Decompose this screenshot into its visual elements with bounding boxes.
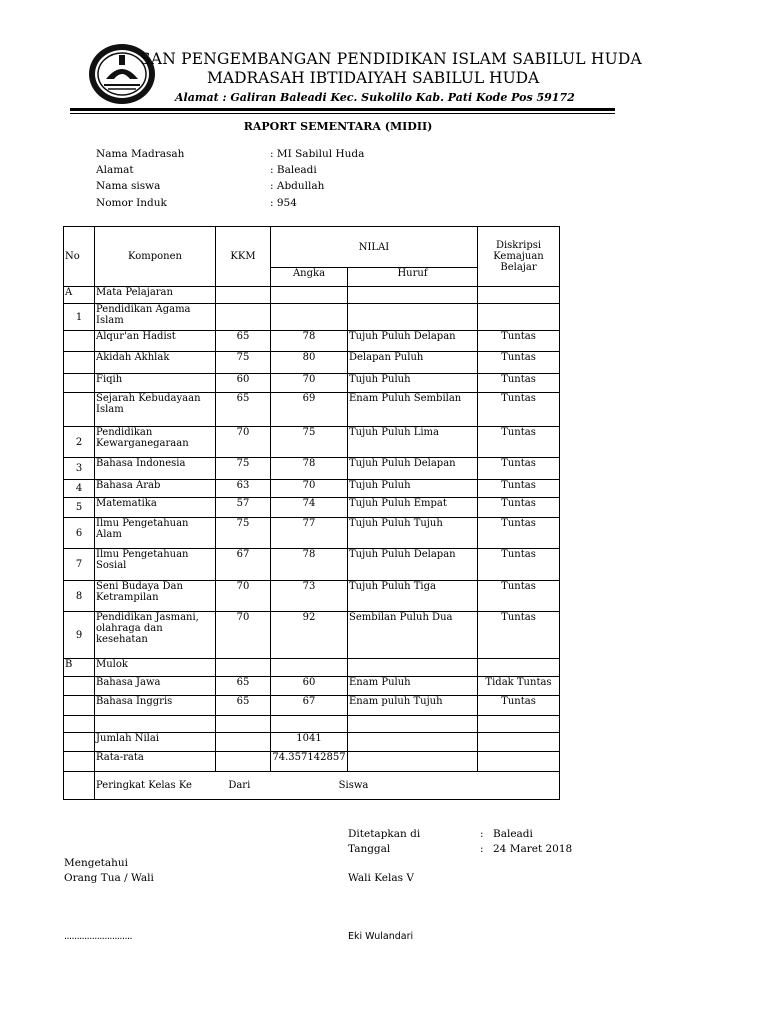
row-kkm: 70 [216,581,271,612]
row-no: 9 [64,612,95,659]
row-komponen: Bahasa Arab [95,480,216,498]
row-komponen: Pendidikan Agama Islam [95,304,216,331]
row-deskripsi: Tidak Tuntas [478,677,560,696]
row-angka [271,659,348,677]
peringkat-label: Peringkat Kelas Ke [96,780,192,791]
row-kkm: 65 [216,696,271,716]
row-komponen: Ilmu Pengetahuan Alam [95,518,216,549]
row-angka: 92 [271,612,348,659]
table-row [64,498,560,518]
row-huruf [348,752,478,772]
row-angka: 1041 [271,733,348,752]
row-huruf: Tujuh Puluh Delapan [348,331,478,352]
row-angka: 70 [271,374,348,393]
row-kkm: 60 [216,374,271,393]
table-row [64,427,560,458]
table-row [64,480,560,498]
table-row-peringkat [64,772,560,800]
row-no: B [64,659,95,677]
row-deskripsi [478,659,560,677]
row-kkm [216,287,271,304]
row-huruf: Tujuh Puluh Tiga [348,581,478,612]
header-huruf: Huruf [348,268,478,287]
mengetahui-label: Mengetahui [64,857,129,869]
row-komponen: Mata Pelajaran [95,287,216,304]
row-no [64,696,95,716]
row-angka: 74.357142857 [271,752,348,772]
parent-signature-line: ........................... [64,931,133,942]
table-row [64,696,560,716]
info-label-alamat: Alamat [96,164,134,176]
row-huruf: Sembilan Puluh Dua [348,612,478,659]
row-angka: 70 [271,480,348,498]
row-deskripsi: Tuntas [478,374,560,393]
info-label-nomor-induk: Nomor Induk [96,197,167,209]
row-komponen: Seni Budaya Dan Ketrampilan [95,581,216,612]
row-deskripsi: Tuntas [478,581,560,612]
row-no [64,352,95,374]
row-no [64,374,95,393]
row-deskripsi: Tuntas [478,696,560,716]
row-komponen: Pendidikan Jasmani, olahraga dan kesehatan [95,612,216,659]
row-no [64,752,95,772]
row-deskripsi: Tuntas [478,331,560,352]
row-angka: 77 [271,518,348,549]
row-huruf: Tujuh Puluh Empat [348,498,478,518]
row-kkm: 70 [216,427,271,458]
row-angka: 78 [271,331,348,352]
table-row [64,549,560,581]
row-kkm [216,752,271,772]
table-row [64,304,560,331]
table-row [64,733,560,752]
row-no: A [64,287,95,304]
row-angka: 60 [271,677,348,696]
row-no: 8 [64,581,95,612]
row-huruf [348,304,478,331]
row-deskripsi: Tuntas [478,427,560,458]
row-angka: 75 [271,427,348,458]
header-address: Alamat : Galiran Baleadi Kec. Sukolilo Kab. Pati Kode Pos 59172 [175,91,575,104]
info-value-madrasah: : MI Sabilul Huda [270,148,365,160]
row-deskripsi [478,752,560,772]
table-row [64,458,560,480]
peringkat-siswa: Siswa [338,780,369,791]
row-huruf: Tujuh Puluh [348,480,478,498]
row-kkm: 75 [216,458,271,480]
row-komponen: Matematika [95,498,216,518]
row-angka [271,304,348,331]
ditetapkan-colon: : [480,828,484,840]
table-row [64,581,560,612]
row-angka [271,287,348,304]
row-komponen: Bahasa Inggris [95,696,216,716]
table-row [64,352,560,374]
row-komponen: Alqur'an Hadist [95,331,216,352]
header-divider-thick [70,108,615,111]
row-komponen: Jumlah Nilai [95,733,216,752]
table-row [64,716,560,733]
row-no: 2 [64,427,95,458]
table-row [64,752,560,772]
info-label-madrasah: Nama Madrasah [96,148,185,160]
row-no [64,677,95,696]
row-deskripsi: Tuntas [478,498,560,518]
table-row [64,393,560,427]
ditetapkan-value: Baleadi [493,828,533,840]
row-kkm [216,304,271,331]
table-row [64,374,560,393]
row-no: 7 [64,549,95,581]
row-deskripsi [478,287,560,304]
row-kkm: 75 [216,518,271,549]
row-komponen: Bahasa Jawa [95,677,216,696]
row-kkm: 75 [216,352,271,374]
header-komponen: Komponen [95,227,216,287]
row-huruf: Delapan Puluh [348,352,478,374]
row-huruf: Tujuh Puluh [348,374,478,393]
row-angka: 69 [271,393,348,427]
row-angka: 73 [271,581,348,612]
row-komponen: Ilmu Pengetahuan Sosial [95,549,216,581]
peringkat-dari: Dari [228,780,251,791]
row-komponen: Akidah Akhlak [95,352,216,374]
row-huruf [348,733,478,752]
row-komponen: Sejarah Kebudayaan Islam [95,393,216,427]
row-huruf: Tujuh Puluh Delapan [348,458,478,480]
document-title: RAPORT SEMENTARA (MIDII) [243,120,433,133]
tanggal-value: 24 Maret 2018 [493,843,573,855]
row-kkm [216,716,271,733]
orang-tua-label: Orang Tua / Wali [64,872,154,884]
row-angka: 80 [271,352,348,374]
row-no: 6 [64,518,95,549]
table-row [64,659,560,677]
info-value-nomor-induk: : 954 [270,197,297,209]
wali-kelas-name: Eki Wulandari [348,931,414,942]
header-divider-thin [70,113,615,114]
row-angka: 67 [271,696,348,716]
row-deskripsi: Tuntas [478,518,560,549]
row-huruf: Tujuh Puluh Lima [348,427,478,458]
info-value-siswa: : Abdullah [270,180,325,192]
row-kkm: 70 [216,612,271,659]
row-angka: 78 [271,549,348,581]
row-huruf: Tujuh Puluh Delapan [348,549,478,581]
info-label-siswa: Nama siswa [96,180,161,192]
row-huruf [348,716,478,733]
row-no: 5 [64,498,95,518]
header-deskripsi: Diskripsi Kemajuan Belajar [478,227,560,287]
row-deskripsi: Tuntas [478,393,560,427]
row-deskripsi: Tuntas [478,480,560,498]
header-kkm: KKM [216,227,271,287]
row-no [64,733,95,752]
row-kkm [216,659,271,677]
row-kkm [216,733,271,752]
tanggal-colon: : [480,843,484,855]
info-value-alamat: : Baleadi [270,164,317,176]
header-foundation-name: SAN PENGEMBANGAN PENDIDIKAN ISLAM SABILUL HUDA [140,50,642,68]
row-deskripsi [478,716,560,733]
row-angka: 78 [271,458,348,480]
row-angka [271,716,348,733]
table-row [64,287,560,304]
row-no [64,716,95,733]
row-kkm: 65 [216,393,271,427]
row-deskripsi: Tuntas [478,549,560,581]
row-kkm: 67 [216,549,271,581]
row-kkm: 65 [216,331,271,352]
row-komponen: Mulok [95,659,216,677]
row-kkm: 63 [216,480,271,498]
wali-kelas-label: Wali Kelas V [348,872,414,884]
header-school-name: MADRASAH IBTIDAIYAH SABILUL HUDA [207,69,540,87]
table-header-row [64,227,560,268]
row-komponen: Pendidikan Kewarganegaraan [95,427,216,458]
row-kkm: 57 [216,498,271,518]
table-row [64,518,560,549]
header-angka: Angka [271,268,348,287]
table-row [64,677,560,696]
row-komponen: Fiqih [95,374,216,393]
row-komponen [95,716,216,733]
table-row [64,612,560,659]
row-deskripsi: Tuntas [478,352,560,374]
row-komponen: Rata-rata [95,752,216,772]
row-huruf: Enam Puluh Sembilan [348,393,478,427]
row-deskripsi [478,733,560,752]
row-no [64,331,95,352]
row-angka: 74 [271,498,348,518]
table-row [64,331,560,352]
header-no: No [64,227,95,287]
row-deskripsi [478,304,560,331]
row-huruf [348,659,478,677]
row-komponen: Bahasa Indonesia [95,458,216,480]
row-kkm: 65 [216,677,271,696]
row-deskripsi: Tuntas [478,612,560,659]
row-no: 3 [64,458,95,480]
row-huruf: Enam puluh Tujuh [348,696,478,716]
tanggal-label: Tanggal [348,843,391,855]
row-no: 4 [64,480,95,498]
row-huruf: Enam Puluh [348,677,478,696]
row-no [64,393,95,427]
header-nilai: NILAI [271,227,478,268]
row-deskripsi: Tuntas [478,458,560,480]
row-no: 1 [64,304,95,331]
row-huruf [348,287,478,304]
ditetapkan-label: Ditetapkan di [348,828,421,840]
row-huruf: Tujuh Puluh Tujuh [348,518,478,549]
grades-table [63,226,560,800]
